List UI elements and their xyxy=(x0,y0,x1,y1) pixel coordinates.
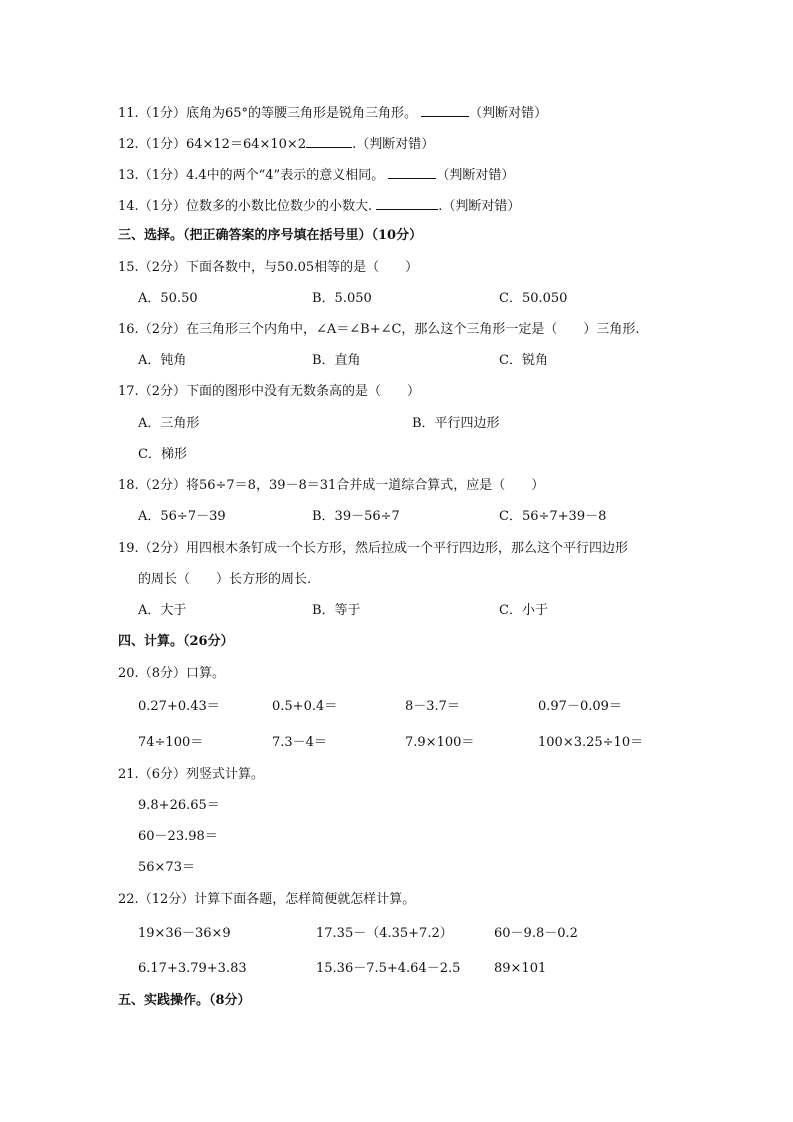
simplify-calc-item: 15.36－7.5+4.64－2.5 xyxy=(316,961,461,976)
question-20: 20.（8分）口算。 xyxy=(118,666,225,681)
option-a[interactable]: A．钝角 xyxy=(138,353,187,368)
question-18: 18.（2分）将56÷7＝8，39－8＝31合并成一道综合算式，应是（ ） xyxy=(118,478,545,493)
vertical-calc-item: 60－23.98＝ xyxy=(138,829,218,844)
simplify-calc-item: 60－9.8－0.2 xyxy=(494,926,578,941)
vertical-calc-item: 9.8+26.65＝ xyxy=(138,798,220,813)
question-13: 13.（1分）4.4中的两个“4”表示的意义相同。 （判断对错） xyxy=(118,168,515,183)
section-3-title: 三、选择。（把正确答案的序号填在括号里）（10分） xyxy=(118,228,423,243)
option-a[interactable]: A．大于 xyxy=(138,603,187,618)
oral-calc-item: 74÷100＝ xyxy=(138,735,204,750)
simplify-calc-item: 89×101 xyxy=(494,961,547,976)
oral-calc-item: 7.9×100＝ xyxy=(405,735,475,750)
simplify-calc-item: 17.35－（4.35+7.2） xyxy=(316,926,453,941)
question-19-continued: 的周长（ ）长方形的周长. xyxy=(138,572,312,587)
oral-calc-item: 100×3.25÷10＝ xyxy=(538,735,644,750)
section-4-title: 四、计算。（26分） xyxy=(118,634,234,649)
option-c[interactable]: C．50.050 xyxy=(499,291,568,306)
option-b[interactable]: B．5.050 xyxy=(312,291,372,306)
question-14: 14.（1分）位数多的小数比位数少的小数大. .（判断对错） xyxy=(118,199,521,214)
option-c[interactable]: C．小于 xyxy=(499,603,548,618)
option-a[interactable]: A．56÷7－39 xyxy=(138,509,226,524)
question-19: 19.（2分）用四根木条钉成一个长方形，然后拉成一个平行四边形，那么这个平行四边形 xyxy=(118,541,628,556)
question-15: 15.（2分）下面各数中，与50.05相等的是（ ） xyxy=(118,260,419,275)
oral-calc-item: 8－3.7＝ xyxy=(405,699,460,714)
question-16: 16.（2分）在三角形三个内角中，∠A＝∠B+∠C，那么这个三角形一定是（ ）三角形. xyxy=(118,322,640,337)
option-a[interactable]: A．三角形 xyxy=(138,416,200,431)
question-21: 21.（6分）列竖式计算。 xyxy=(118,767,264,782)
section-5-title: 五、实践操作。（8分） xyxy=(118,993,251,1008)
option-b[interactable]: B．39－56÷7 xyxy=(312,509,400,524)
answer-blank[interactable] xyxy=(388,166,436,179)
answer-blank[interactable] xyxy=(376,197,438,210)
option-b[interactable]: B．等于 xyxy=(312,603,361,618)
question-17: 17.（2分）下面的图形中没有无数条高的是（ ） xyxy=(118,384,420,399)
simplify-calc-item: 19×36－36×9 xyxy=(138,926,231,941)
option-b[interactable]: B．平行四边形 xyxy=(412,416,500,431)
answer-blank[interactable] xyxy=(306,135,352,148)
option-c[interactable]: C．梯形 xyxy=(138,447,187,462)
oral-calc-item: 0.27+0.43＝ xyxy=(138,699,220,714)
option-b[interactable]: B．直角 xyxy=(312,353,361,368)
oral-calc-item: 7.3－4＝ xyxy=(272,735,327,750)
question-12: 12.（1分）64×12＝64×10×2 .（判断对错） xyxy=(118,137,435,152)
answer-blank[interactable] xyxy=(421,104,469,117)
oral-calc-item: 0.97－0.09＝ xyxy=(538,699,622,714)
oral-calc-item: 0.5+0.4＝ xyxy=(272,699,338,714)
option-c[interactable]: C．锐角 xyxy=(499,353,548,368)
simplify-calc-item: 6.17+3.79+3.83 xyxy=(138,961,247,976)
question-22: 22.（12分）计算下面各题，怎样简便就怎样计算。 xyxy=(118,892,416,907)
vertical-calc-item: 56×73＝ xyxy=(138,860,195,875)
question-11: 11.（1分）底角为65°的等腰三角形是锐角三角形。 （判断对错） xyxy=(118,106,548,121)
option-a[interactable]: A．50.50 xyxy=(138,291,198,306)
option-c[interactable]: C．56÷7+39－8 xyxy=(499,509,607,524)
